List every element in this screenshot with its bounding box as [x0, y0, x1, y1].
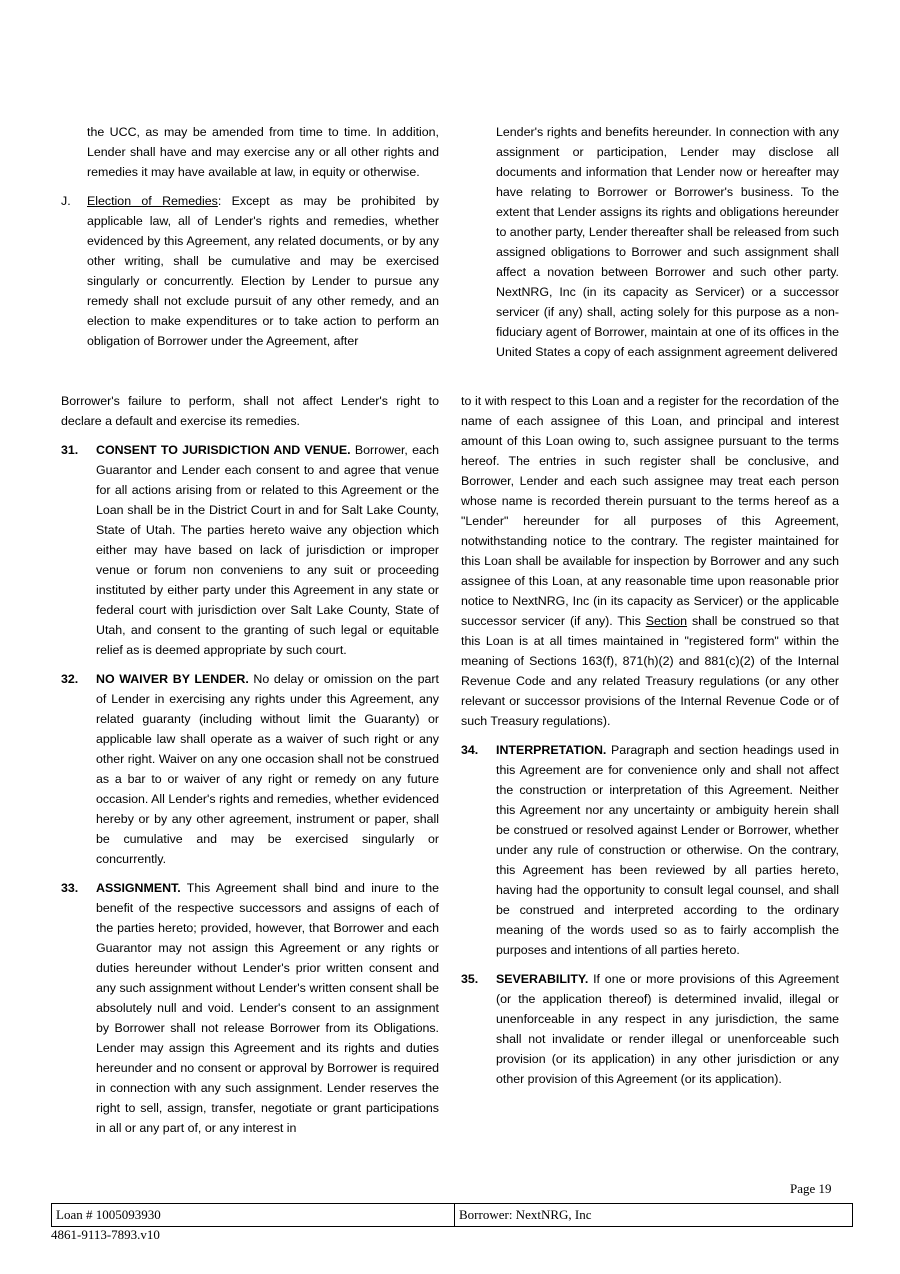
section-34-text: Paragraph and section headings used in this Agreement are for convenience only and shall not affect the construction or interpretation of this Agreement. Neither this Agreement nor any uncertainty or ambiguity herein shall be construed or resolved against Lender or Borrower, whether under any rule of construction or otherwise. On the contrary, this Agreement has been reviewed by all parties hereto, having had the opportunity to consult legal counsel, and shall be construed and interpreted according to the ordinary meaning of the words used so as to fairly accomplish the purposes and intentions of all parties hereto. [496, 743, 839, 957]
section-34-number: 34. [461, 743, 479, 757]
right-column-top [461, 122, 839, 362]
borrower-name: Borrower: NextNRG, Inc [459, 1207, 592, 1222]
section-31 [61, 440, 439, 660]
document-id: 4861-9113-7893.v10 [51, 1227, 160, 1242]
section-35-text: If one or more provisions of this Agreement (or the application thereof) is determined invalid, illegal or unenforceable in any respect in any jurisdiction, the same shall not invalidate or render illegal or unenforceable such provision (or its application) in any other jurisdiction or any other provision of this Agreement (or its application). [496, 972, 839, 1086]
item-j-text: : Except as may be prohibited by applicable law, all of Lender's rights and remedies, whether evidenced by this Agreement, any related documents, or by any other writing, shall be cumulative and may be exercised singularly or concurrently. Election by Lender to pursue any remedy shall not exclude pursuit of any other remedy, and an election to make expenditures or to take action to perform an obligation of Borrower under the Agreement, after [87, 194, 439, 348]
section-reference: Section [645, 614, 688, 628]
section-35-heading: SEVERABILITY. [496, 972, 589, 986]
section-33-text: This Agreement shall bind and inure to the benefit of the respective successors and assigns of each of the parties hereto; provided, however, that Borrower and each Guarantor may not assign this Agreement or any rights or duties hereunder without Lender's prior written consent and any such assignment without Lender's written consent shall be absolutely null and void. Lender's consent to an assignment by Borrower shall not release Borrower from its Obligations. Lender may assign this Agreement and its rights and duties hereunder and no consent or approval by Borrower is required in connection with any such assignment. Lender reserves the right to sell, assign, transfer, negotiate or grant participations in all or any part of, or any interest in [96, 881, 439, 1135]
loan-number: Loan # 1005093930 [52, 1204, 455, 1226]
section-33 [61, 878, 439, 1138]
item-j-number: J. [61, 194, 71, 208]
section-31-number: 31. [61, 443, 79, 457]
section-33-heading: ASSIGNMENT. [96, 881, 181, 895]
item-j-election-of-remedies [61, 191, 439, 351]
section-34-heading: INTERPRETATION. [496, 743, 607, 757]
section-33-number: 33. [61, 881, 79, 895]
left-column-top [61, 122, 439, 351]
page-number: Page 19 [790, 1181, 832, 1196]
item-j-title: Election of Remedies [87, 194, 218, 208]
section-35 [461, 969, 839, 1089]
section-33-register-text [461, 391, 839, 731]
section-34 [461, 740, 839, 960]
left-column-main [61, 391, 439, 1138]
section-32-number: 32. [61, 672, 79, 686]
section-35-number: 35. [461, 972, 479, 986]
item-j-continuation: Borrower's failure to perform, shall not affect Lender's right to declare a default and exercise its remedies. [61, 394, 439, 428]
section-32-text: No delay or omission on the part of Lender in exercising any rights under this Agreement, any related guaranty (including without limit the Guaranty) or applicable law shall operate as a waiver of such right or any other right. Waiver on any one occasion shall not be construed as a bar to or waiver of any right or remedy on any future occasion. All Lender's rights and remedies, whether evidenced hereby or by any other agreement, instrument or paper, shall be cumulative and may be exercised singularly or concurrently. [96, 672, 439, 866]
footer-info-box [51, 1203, 853, 1227]
ucc-continuation: the UCC, as may be amended from time to time. In addition, Lender shall have and may exercise any or all other rights and remedies it may have available at law, in equity or otherwise. [87, 125, 439, 179]
section-31-text: Borrower, each Guarantor and Lender each consent to and agree that venue for all actions arising from or related to this Agreement or the Loan shall be in the District Court in and for Salt Lake County, State of Utah. The parties hereto waive any objection which either may have based on lack of jurisdiction or improper venue or forum non conveniens to any suit or proceeding instituted by either party under this Agreement in any state or federal court with jurisdiction over Salt Lake County, State of Utah, and consent to the granting of such legal or equitable relief as is deemed appropriate by such court. [96, 443, 440, 657]
section-32-heading: NO WAIVER BY LENDER. [96, 672, 249, 686]
section-32 [61, 669, 439, 869]
register-text-part-2: shall be construed so that this Loan is at all times maintained in "registered form" within the meaning of Sections 163(f), 871(h)(2) and 881(c)(2) of the Internal Revenue Code and any related Treasury regulations (or any other relevant or successor provisions of the Internal Revenue Code or of such Treasury regulations). [461, 614, 839, 728]
register-text-part-1: to it with respect to this Loan and a register for the recordation of the name of each assignee of this Loan, and principal and interest amount of this Loan owing to, such assignee pursuant to the terms hereof. The entries in such register shall be conclusive, and Borrower, Lender and each such assignee may treat each person whose name is recorded therein pursuant to the terms hereof as a "Lender" hereunder for all purposes of this Agreement, notwithstanding notice to the contrary. The register maintained for this Loan shall be available for inspection by Borrower and any such assignee of this Loan, at any reasonable time upon reasonable prior notice to NextNRG, Inc (in its capacity as Servicer) or the applicable successor servicer (if any). This [461, 394, 839, 628]
section-31-heading: CONSENT TO JURISDICTION AND VENUE. [96, 443, 351, 457]
section-33-continuation: Lender's rights and benefits hereunder. In connection with any assignment or participation, Lender may disclose all documents and information that Lender now or hereafter may have relating to Borrower or Borrower's business. To the extent that Lender assigns its rights and obligations hereunder to another party, Lender thereafter shall be released from such assigned obligations to Borrower and such assignment shall affect a novation between Borrower and such other party. NextNRG, Inc (in its capacity as Servicer) or a successor servicer (if any) shall, acting solely for this purpose as a non-fiduciary agent of Borrower, maintain at one of its offices in the United States a copy of each assignment agreement delivered [496, 125, 839, 359]
right-column-main [461, 391, 839, 1089]
